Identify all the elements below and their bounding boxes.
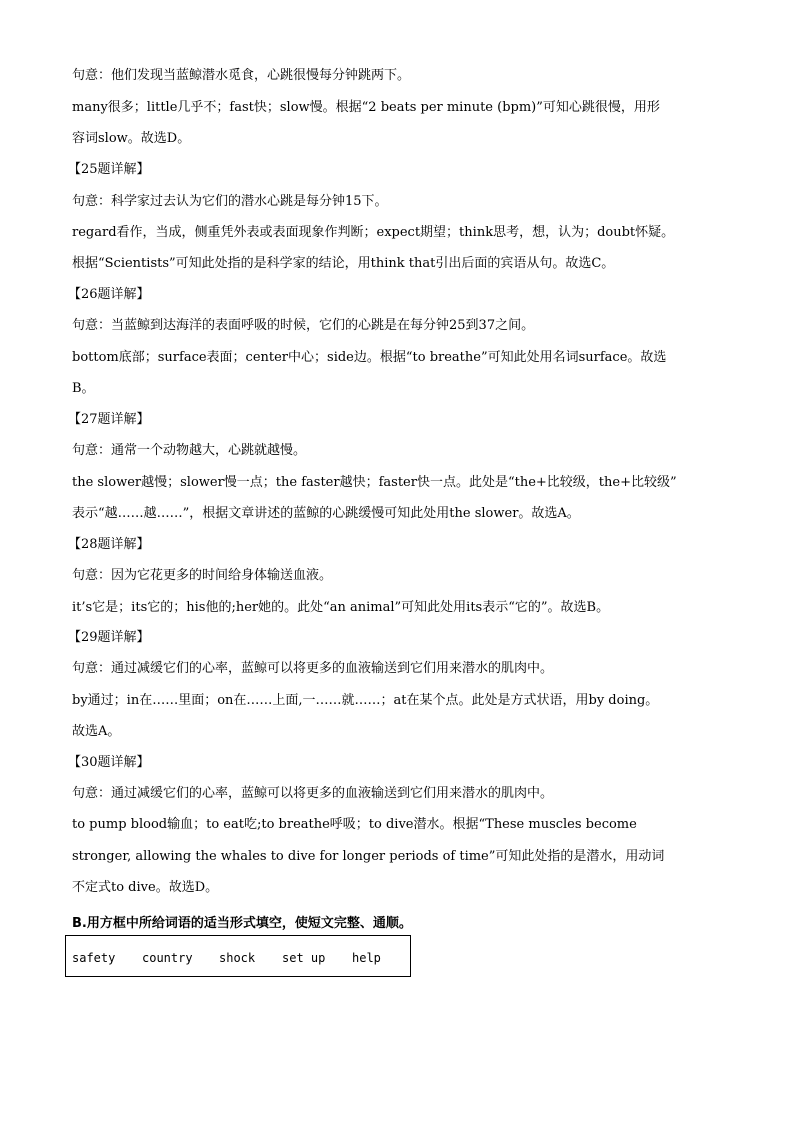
word-box-item: safety — [72, 951, 116, 965]
text-line: to pump blood输血；to eat吃;to breathe呼吸；to dive潜水。根据“These muscles become — [72, 817, 637, 832]
text-line: 句意：当蓝鲸到达海洋的表面呼吸的时候，它们的心跳是在每分钟25到37之间。 — [72, 318, 535, 333]
text-line: 句意：他们发现当蓝鲸潜水觅食，心跳很慢每分钟跳两下。 — [72, 68, 411, 83]
question-heading: 【29题详解】 — [68, 630, 150, 645]
text-line: 句意：通过减缓它们的心率，蓝鲸可以将更多的血液输送到它们用来潜水的肌肉中。 — [72, 786, 554, 801]
word-box-item: help — [352, 951, 381, 965]
text-line: by通过；in在……里面；on在……上面,一……就……；at在某个点。此处是方式状语，用by doing。 — [72, 693, 659, 708]
question-heading: 【30题详解】 — [68, 755, 150, 770]
text-line: 句意：科学家过去认为它们的潜水心跳是每分钟15下。 — [72, 194, 388, 209]
question-heading: 【26题详解】 — [68, 287, 150, 302]
word-box-item: country — [142, 951, 193, 965]
word-box — [65, 935, 411, 977]
question-heading: 【27题详解】 — [68, 412, 150, 427]
text-line: 表示“越……越……”，根据文章讲述的蓝鲸的心跳缓慢可知此处用the slower。故选A。 — [72, 506, 580, 521]
text-line: the slower越慢；slower慢一点；the faster越快；faster快一点。此处是“the+比较级，the+比较级” — [72, 475, 677, 490]
text-line: many很多；little几乎不；fast快；slow慢。根据“2 beats per minute (bpm)”可知心跳很慢，用形 — [72, 100, 660, 115]
word-box-item: shock — [219, 951, 256, 965]
text-line: it’s它是；its它的；his他的;her她的。此处“an animal”可知此处用its表示“它的”。故选B。 — [72, 600, 610, 615]
text-line: 故选A。 — [72, 724, 121, 739]
text-line: 句意：因为它花更多的时间给身体输送血液。 — [72, 568, 333, 583]
text-line: regard看作，当成，侧重凭外表或表面现象作判断；expect期望；think思考，想，认为；doubt怀疑。 — [72, 225, 675, 240]
word-box-item: set up — [282, 951, 326, 965]
text-line: 不定式to dive。故选D。 — [72, 880, 219, 895]
text-line: bottom底部；surface表面；center中心；side边。根据“to breathe”可知此处用名词surface。故选 — [72, 350, 667, 365]
text-line: 句意：通过减缓它们的心率，蓝鲸可以将更多的血液输送到它们用来潜水的肌肉中。 — [72, 661, 554, 676]
text-line: 容词slow。故选D。 — [72, 131, 191, 146]
section-title: B.用方框中所给词语的适当形式填空，使短文完整、通顺。 — [72, 916, 412, 931]
question-heading: 【25题详解】 — [68, 162, 150, 177]
question-heading: 【28题详解】 — [68, 537, 150, 552]
text-line: 根据“Scientists”可知此处指的是科学家的结论，用think that引出后面的宾语从句。故选C。 — [72, 256, 615, 271]
text-line: 句意：通常一个动物越大，心跳就越慢。 — [72, 443, 307, 458]
text-line: B。 — [72, 381, 95, 396]
text-line: stronger, allowing the whales to dive for longer periods of time”可知此处指的是潜水，用动词 — [72, 849, 665, 864]
